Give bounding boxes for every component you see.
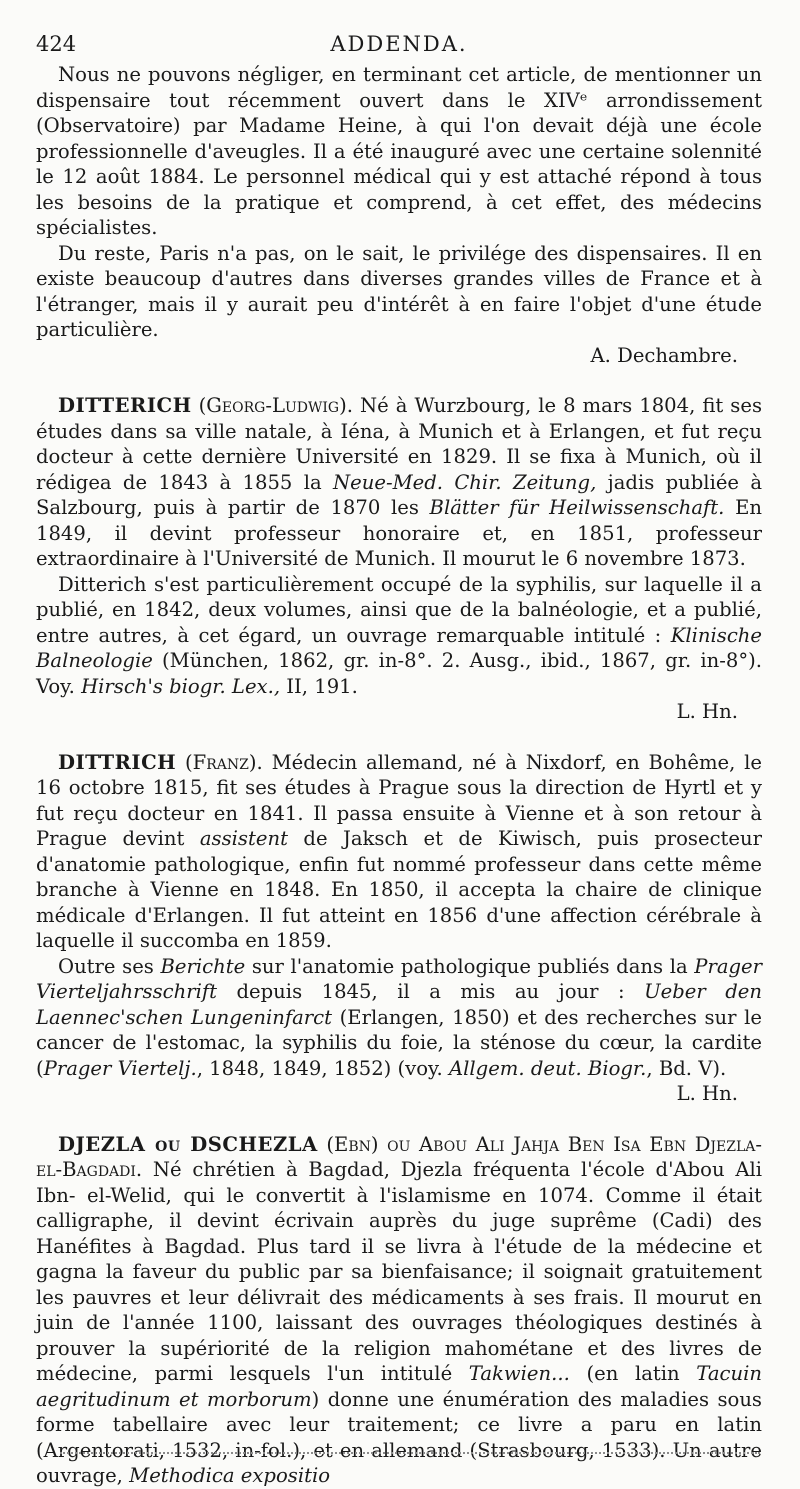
entry-dittrich-paragraph-1: DITTRICH (Franz). Médecin allemand, né à Nixdorf, en Bohême, le 16 octobre 1815, fit ses études à Prague sous la direction de Hyrtl et y fut reçu docteur en 1841. Il passa ensuite à Vienne et à son retour à Prague devint assistent de Jaksch et de Kiwisch, puis prosecteur d'anatomie pathologique, enfin fut nommé professeur dans cette même branche à Vienne en 1848. En 1850, il accepta la chaire de clinique médicale d'Erlangen. Il fut atteint en 1856 d'une affection cérébrale à laquelle il succomba en 1859.: [36, 750, 763, 952]
entry-headword: DITTRICH: [58, 750, 177, 774]
entry-ditterich-paragraph-1: DITTERICH (Georg-Ludwig). Né à Wurzbourg, le 8 mars 1804, fit ses études dans sa ville natale, à Iéna, à Munich et à Erlangen, et fut reçu docteur à cette dernière Université en 1829. Il se fixa à Munich, où il rédigea de 1843 à 1855 la Neue-Med. Chir. Zeitung, jadis publiée à Salzbourg, puis à partir de 1870 les Blätter für Heilwissenschaft. En 1849, il devint professeur honoraire et, en 1851, professeur extraordinaire à l'Université de Munich. Il mourut le 6 novembre 1873.: [36, 394, 763, 570]
ditterich-signature: L. Hn.: [676, 700, 738, 723]
entry-name: (Franz).: [185, 750, 263, 774]
entry-dittrich-paragraph-2: Outre ses Berichte sur l'anatomie pathologique publiés dans la Prager Vierteljahrsschrift depuis 1845, il a mis au jour : Ueber den Laennec'schen Lungeninfarct (Erlangen, 1850) et des recherches sur le cancer de l'estomac, la syphilis du foie, la sténose du cœur, la cardite (Prager Viertelj., 1848, 1849, 1852) (voy. Allgem. deut. Biogr., Bd. V).: [36, 954, 763, 1080]
body-text: [36, 62, 762, 1489]
entry-headword: DJEZLA ou DSCHEZLA: [58, 1132, 318, 1156]
dittrich-signature: L. Hn.: [676, 1082, 738, 1105]
intro-signature: A. Dechambre.: [590, 343, 738, 367]
intro-paragraph-1: Nous ne pouvons négliger, en terminant cet article, de mentionner un dispensaire tout récemment ouvert dans le XIVᵉ arrondissement (Observatoire) par Madame Heine, à qui l'on devait déjà une école professionnelle d'aveugles. Il a été inauguré avec une certaine solennité le 12 août 1884. Le personnel médical qui y est attaché répond à tous les besoins de la pratique et comprend, à cet effet, des médecins spécialistes.: [36, 63, 762, 239]
page-number: 424: [36, 32, 77, 56]
entry-ditterich-paragraph-2: Ditterich s'est particulièrement occupé de la syphilis, sur laquelle il a publié, en 1842, deux volumes, ainsi que de la balnéologie, et a publié, entre autres, à cet égard, un ouvrage remarquable intitulé : Klinische Balneologie (München, 1862, gr. in-8°. 2. Ausg., ibid., 1867, gr. in-8°). Voy. Hirsch's biogr. Lex., II, 191.: [36, 572, 763, 698]
intro-paragraph-2: Du reste, Paris n'a pas, on le sait, le privilége des dispensaires. Il en existe beaucoup d'autres dans diverses grandes villes de France et à l'étranger, mais il y aurait peu d'intérêt à en faire l'objet d'une étude particulière.: [36, 241, 762, 341]
entry-name: (Ebn) ou Abou Ali Jahja Ben Isa Ebn Djezla- el-Bagdadi.: [36, 1132, 762, 1181]
entry-name: (Georg-Ludwig).: [198, 394, 353, 417]
entry-headword: DITTERICH: [58, 394, 192, 417]
entry-djezla-paragraph-1: DJEZLA ou DSCHEZLA (Ebn) ou Abou Ali Jahja Ben Isa Ebn Djezla- el-Bagdadi. Né chrétien à Bagdad, Djezla fréquenta l'école d'Abou Ali Ibn- el-Welid, qui le convertit à l'islamisme en 1074. Comme il était calligraphe, il devint écrivain auprès du juge suprême (Cadi) des Hanéfites à Bagdad. Plus tard il se livra à l'étude de la médecine et gagna la faveur du public par sa bienfaisance; il soignait gratuitement les pauvres et leur délivrait des médicaments à ses frais. Il mourut en juin de l'année 1100, laissant des ouvrages théologiques destinés à prouver la supériorité de la religion mahométane et des livres de médecine, parmi lesquels l'un intitulé Takwien... (en latin Tacuin aegritudinum et morborum) donne une énumération des maladies sous forme tabellaire avec leur traitement; ce livre a paru en latin (Argentorati, 1532, in-fol.), et en allemand (Strasbourg, 1533). Un autre ouvrage, Methodica expositio: [36, 1132, 762, 1487]
page-header: [36, 24, 762, 62]
footer-dotted-rule: [60, 1452, 760, 1458]
running-title: ADDENDA.: [330, 32, 468, 56]
